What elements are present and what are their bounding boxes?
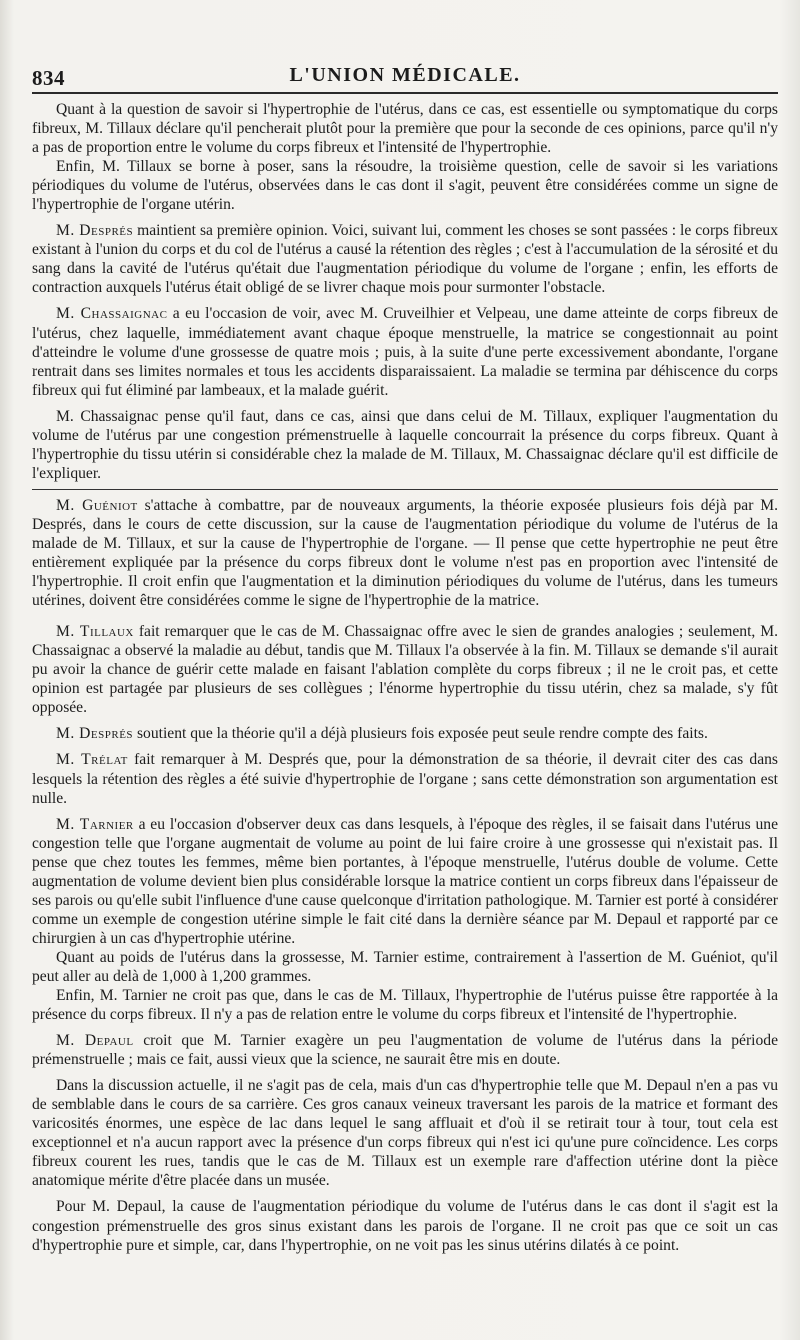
paragraph: Quant à la question de savoir si l'hypertrophie de l'utérus, dans ce cas, est essentielle ou symptomatique du corps fibreux, M. Tillaux déclare qu'il pencherait plutôt pour la première que pour la seconde de ces opinions, parce qu'il n'y a pas de proportion entre le volume du corps fibreux et l'intensité de l'hypertrophie. (32, 101, 778, 157)
paragraph: M. Guéniot s'attache à combattre, par de nouveaux arguments, la théorie exposée plusieurs fois déjà par M. Després, dans le cours de cette discussion, sur la cause de l'augmentation périodique du volume de l'utérus de la malade de M. Tillaux, et sur la cause de l'hypertrophie de l'organe. — Il pense que cette hypertrophie ne peut être entièrement expliquée par la présence du corps fibreux dont le volume n'est pas en proportion avec l'intensité de l'hypertrophie. Il croit enfin que l'augmentation et la diminution périodiques du volume de l'utérus, dans les tumeurs utérines, doivent être considérées comme le signe de l'hypertrophie de la matrice. (32, 496, 778, 610)
paragraph: M. Trélat fait remarquer à M. Després que, pour la démonstration de sa théorie, il devrait citer des cas dans lesquels la rétention des règles a été suivie d'hypertrophie de l'organe ; sans cette démonstration son argumentation est nulle. (32, 751, 778, 807)
speaker-name: M. Guéniot (56, 496, 138, 514)
paragraph: Enfin, M. Tillaux se borne à poser, sans la résoudre, la troisième question, celle de savoir si les variations périodiques du volume de l'utérus, observées dans le cas dont il s'agit, peuvent être considérées comme un signe de l'hypertrophie de l'organe utérin. (32, 158, 778, 214)
speaker-name: M. Tarnier (56, 815, 134, 833)
paragraph: Pour M. Depaul, la cause de l'augmentation périodique du volume de l'utérus dans le cas dont il s'agit est la congestion prémenstruelle des gros sinus existant dans les parois de l'organe. Il ne croit pas que ce soit un cas d'hypertrophie pure et simple, car, dans l'hypertrophie, on ne voit pas les sinus utérins dilatés à ce point. (32, 1198, 778, 1254)
paragraph: Dans la discussion actuelle, il ne s'agit pas de cela, mais d'un cas d'hypertrophie telle que M. Depaul n'en a pas vu de semblable dans le cours de sa carrière. Ces gros canaux veineux traversant les parois de la matrice et formant des varicosités énormes, une espèce de lac dans lequel le sang affluait et d'où il se retirait tour à tour, tout cela est exceptionnel et n'a aucun rapport avec la présence d'un corps fibreux qui n'est ici qu'une pure coïncidence. Les corps fibreux courent les rues, tandis que le cas de M. Tillaux est un exemple rare d'affection utérine dont la pièce anatomique mérite d'être placée dans un musée. (32, 1077, 778, 1190)
paragraph: Quant au poids de l'utérus dans la grossesse, M. Tarnier estime, contrairement à l'assertion de M. Guéniot, qu'il peut aller au delà de 1,000 à 1,200 grammes. (32, 948, 778, 985)
paragraph: M. Després soutient que la théorie qu'il a déjà plusieurs fois exposée peut seule rendre compte des faits. (56, 725, 708, 743)
speaker-name: M. Chassaignac (56, 305, 168, 323)
header-rule (32, 92, 778, 94)
paragraph: Enfin, M. Tarnier ne croit pas que, dans le cas de M. Tillaux, l'hypertrophie de l'utérus puisse être rapportée à la présence du corps fibreux. Il n'y a pas de relation entre le volume du corps fibreux et l'intensité de l'hypertrophie. (32, 987, 778, 1024)
paragraph: M. Tarnier a eu l'occasion d'observer deux cas dans lesquels, à l'époque des règles, il se faisait dans l'utérus une congestion telle que l'organe augmentait de volume au point de lui faire croire à une grossesse qui n'existait pas. Il pense que chez toutes les femmes, même bien portantes, à l'époque menstruelle, l'utérus double de volume. Cette augmentation de volume devient bien plus considérable lorsque la matrice contient un corps fibreux dans l'épaisseur de ses parois ou qu'elle subit l'influence d'une cause quelconque d'irritation pathologique. M. Tarnier est porté à considérer comme un exemple de congestion utérine simple le fait cité dans la dernière séance par M. Depaul et rapporté par ce chirurgien à un cas d'hypertrophie utérine. (32, 815, 778, 947)
paragraph: M. Tillaux fait remarquer que le cas de M. Chassaignac offre avec le sien de grandes analogies ; seulement, M. Chassaignac a observé la maladie au début, tandis que M. Tillaux l'a observée à la fin. M. Tillaux se demande s'il aurait pu avoir la chance de guérir cette malade en faisant l'ablation complète du corps fibreux ; il ne le croit pas, et cette opinion est partagée par plusieurs de ses collègues ; l'énorme hypertrophie du tissu utérin, chez sa malade, s'y fût opposée. (32, 623, 779, 717)
article-body (32, 100, 778, 1255)
paragraph: M. Chassaignac a eu l'occasion de voir, avec M. Cruveilhier et Velpeau, une dame atteinte de corps fibreux de l'utérus, chez laquelle, immédiatement avant chaque époque menstruelle, la matrice se congestionnait au point d'atteindre le volume d'une grossesse de quatre mois ; puis, à la suite d'une perte excessivement abondante, l'organe rentrait dans ses limites normales et tous les accidents disparaissaient. La maladie se termina par déhiscence du corps fibreux qui fut éliminé par lambeaux, et la malade guérit. (32, 305, 778, 399)
speaker-name: M. Depaul (56, 1032, 134, 1050)
speaker-name: M. Tillaux (56, 623, 134, 641)
paragraph: M. Després maintient sa première opinion. Voici, suivant lui, comment les choses se sont passées : le corps fibreux existant à l'union du corps et du col de l'utérus a causé la rétention des règles ; c'est à l'accumulation de la sérosité et du sang dans la cavité de l'utérus qu'était due l'augmentation périodique du volume de l'organe ; enfin, les efforts de contraction auxquels l'utérus était obligé de se livrer chaque mois pour surmonter l'obstacle. (32, 222, 778, 297)
paragraph: M. Chassaignac pense qu'il faut, dans ce cas, ainsi que dans celui de M. Tillaux, expliquer l'augmentation du volume de l'utérus par une congestion prémenstruelle à laquelle concourrait la présence du corps fibreux. Quant à l'hypertrophie du tissu utérin si considérable chez la malade de M. Tillaux, M. Chassaignac déclare qu'il est difficile de l'expliquer. (32, 407, 778, 482)
speaker-name: M. Trélat (56, 751, 128, 769)
speaker-name: M. Després (56, 725, 134, 743)
page-header (32, 58, 778, 94)
paragraph: M. Depaul croit que M. Tarnier exagère un peu l'augmentation de volume de l'utérus dans la période prémenstruelle ; mais ce fait, aussi vieux que la science, ne saurait être mis en doute. (32, 1032, 779, 1069)
speaker-name: M. Després (56, 222, 134, 240)
section-divider (32, 489, 778, 490)
page-number: 834 (32, 66, 65, 90)
running-title: L'UNION MÉDICALE. (289, 64, 521, 86)
